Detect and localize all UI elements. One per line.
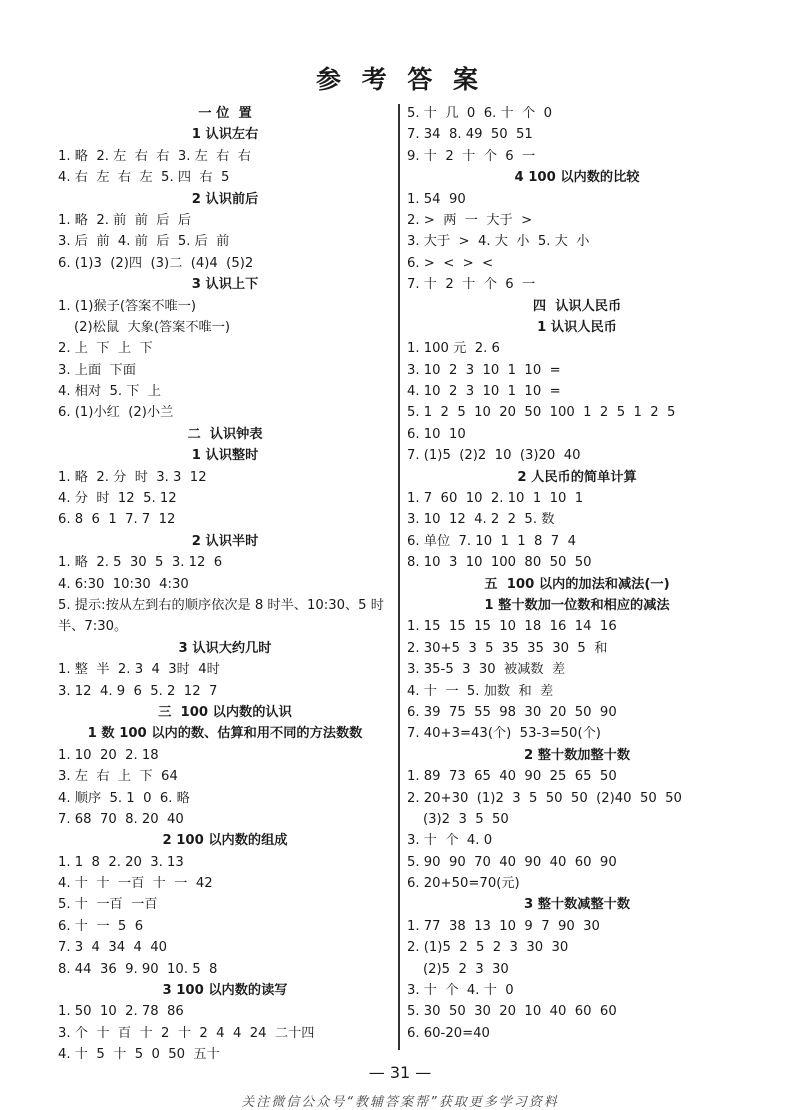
right-column: [407, 103, 747, 1044]
answer-line: 5. 提示:按从左到右的顺序依次是 8 时半、10:30、5 时半、7:30。: [58, 597, 384, 635]
section-heading: 3 认识上下: [191, 277, 259, 293]
answer-line: 6. 60-20=40: [407, 1025, 490, 1041]
answer-line: 1. 100 元 2. 6: [407, 341, 500, 357]
section-heading: 2 认识前后: [191, 191, 259, 207]
answer-line: 4. 10 2 3 10 1 10 =: [407, 384, 561, 400]
section-heading: 一 位 置: [198, 106, 252, 121]
answer-line: 7. 34 8. 49 50 51: [407, 127, 533, 143]
answer-line: 7. 68 70 8. 20 40: [58, 811, 184, 827]
answer-line: 1. 整 半 2. 3 4 3时 4时: [58, 662, 220, 678]
answer-line: 1. 15 15 15 10 18 16 14 16: [407, 619, 617, 635]
section-heading: 2 整十数加整十数: [523, 747, 631, 763]
answer-line: 4. 十 5 十 5 0 50 五十: [58, 1047, 220, 1063]
answer-line: 1. 77 38 13 10 9 7 90 30: [407, 918, 600, 934]
section-heading: 四 认识人民币: [532, 298, 622, 314]
answer-line: 2. 20+30 (1)2 3 5 50 50 (2)40 50 50: [407, 790, 682, 806]
answer-line: 3. 左 右 上 下 64: [58, 769, 178, 785]
answer-line-continued: (2)松鼠 大象(答案不唯一): [74, 319, 231, 335]
answer-line: 7. 十 2 十 个 6 一: [407, 277, 536, 293]
section-heading: 3 认识大约几时: [178, 640, 272, 656]
answer-line: 4. 十 十 一百 十 一 42: [58, 876, 213, 892]
page-number: — 31 —: [368, 1063, 432, 1082]
section-heading: 2 人民币的简单计算: [517, 469, 637, 485]
answer-line: 4. 分 时 12 5. 12: [58, 491, 177, 507]
section-heading: 4 100 以内数的比较: [514, 170, 640, 186]
answer-line: 3. 大于 > 4. 大 小 5. 大 小: [407, 234, 590, 250]
answer-line: 6. 39 75 55 98 30 20 50 90: [407, 704, 617, 720]
answer-line: 5. 十 几 0 6. 十 个 0: [407, 106, 552, 121]
answer-line: 2. 上 下 上 下: [58, 341, 153, 357]
answer-line: 6. (1)小红 (2)小兰: [58, 405, 174, 421]
answer-line: 3. 上面 下面: [58, 362, 136, 378]
answer-line: 4. 右 左 右 左 5. 四 右 5: [58, 170, 230, 186]
answer-line: 7. 3 4 34 4 40: [58, 940, 168, 956]
answer-line: 1. 1 8 2. 20 3. 13: [58, 854, 184, 870]
answer-line: 3. 12 4. 9 6 5. 2 12 7: [58, 683, 218, 699]
section-heading: 1 数 100 以内的数、估算和用不同的方法数数: [87, 726, 363, 742]
answer-line: 6. 20+50=70(元): [407, 876, 520, 892]
answer-line: 5. 十 一百 一百: [58, 897, 158, 913]
answer-line: 3. 10 2 3 10 1 10 =: [407, 362, 561, 378]
answer-line: 6. > < > <: [407, 255, 494, 271]
section-heading: 1 认识左右: [191, 127, 259, 143]
page-title: 参 考 答 案: [315, 65, 485, 94]
section-heading: 3 100 以内数的读写: [162, 983, 288, 999]
answer-line: 2. > 两 一 大于 >: [407, 212, 533, 228]
answer-line: 1. (1)猴子(答案不唯一): [58, 298, 197, 314]
answer-line: 1. 50 10 2. 78 86: [58, 1004, 184, 1020]
section-heading: 3 整十数减整十数: [523, 897, 631, 913]
answer-line: 1. 略 2. 分 时 3. 3 12: [58, 469, 207, 485]
answer-line: 3. 10 12 4. 2 2 5. 数: [407, 512, 555, 528]
answer-line: 2. (1)5 2 5 2 3 30 30: [407, 940, 569, 956]
answer-line-continued: (2)5 2 3 30: [423, 961, 509, 977]
section-heading: 2 认识半时: [191, 533, 259, 549]
answer-line: 5. 30 50 30 20 10 40 60 60: [407, 1004, 617, 1020]
section-heading: 二 认识钟表: [187, 426, 263, 442]
answer-line: 4. 十 一 5. 加数 和 差: [407, 683, 554, 699]
answer-line: 3. 十 个 4. 十 0: [407, 983, 514, 999]
section-heading: 五 100 以内的加法和减法(一): [484, 576, 670, 592]
section-heading: 三 100 以内数的认识: [158, 704, 292, 720]
answer-line: 8. 44 36 9. 90 10. 5 8: [58, 961, 218, 977]
answer-line: 6. 8 6 1 7. 7 12: [58, 512, 176, 528]
answer-line: 1. 略 2. 5 30 5 3. 12 6: [58, 555, 223, 571]
answer-line: 9. 十 2 十 个 6 一: [407, 148, 536, 164]
answer-line: 3. 个 十 百 十 2 十 2 4 4 24 二十四: [58, 1025, 315, 1041]
section-heading: 1 认识人民币: [537, 319, 617, 335]
answer-line: 8. 10 3 10 100 80 50 50: [407, 555, 592, 571]
left-column: [58, 103, 392, 1066]
answer-line: 4. 顺序 5. 1 0 6. 略: [58, 790, 190, 806]
answer-line: 3. 十 个 4. 0: [407, 833, 493, 849]
answer-line: 1. 略 2. 左 右 右 3. 左 右 右: [58, 148, 251, 164]
answer-line: 6. 十 一 5 6: [58, 918, 144, 934]
answer-line: 7. 40+3=43(个) 53-3=50(个): [407, 726, 601, 742]
section-heading: 1 整十数加一位数和相应的减法: [484, 597, 670, 613]
answer-line: 6. 10 10: [407, 426, 466, 442]
answer-line-continued: (3)2 3 5 50: [423, 811, 509, 827]
answer-line: 3. 35-5 3 30 被减数 差: [407, 662, 566, 678]
answer-line: 3. 后 前 4. 前 后 5. 后 前: [58, 234, 230, 250]
column-divider: [398, 104, 400, 1050]
answer-line: 1. 略 2. 前 前 后 后: [58, 212, 192, 228]
section-heading: 1 认识整时: [191, 448, 259, 464]
section-heading: 2 100 以内数的组成: [162, 833, 288, 849]
footer-watermark: 关注微信公众号“教辅答案帮”获取更多学习资料: [241, 1095, 559, 1110]
answer-line: 1. 89 73 65 40 90 25 65 50: [407, 769, 617, 785]
answer-line: 5. 1 2 5 10 20 50 100 1 2 5 1 2 5: [407, 405, 676, 421]
answer-line: 6. (1)3 (2)四 (3)二 (4)4 (5)2: [58, 255, 254, 271]
answer-line: 2. 30+5 3 5 35 35 30 5 和: [407, 640, 608, 656]
answer-line: 6. 单位 7. 10 1 1 8 7 4: [407, 533, 576, 549]
answer-line: 1. 54 90: [407, 191, 466, 207]
answer-line: 7. (1)5 (2)2 10 (3)20 40: [407, 448, 581, 464]
answer-line: 4. 6:30 10:30 4:30: [58, 576, 189, 592]
answer-line: 1. 7 60 10 2. 10 1 10 1: [407, 491, 584, 507]
answer-line: 1. 10 20 2. 18: [58, 747, 159, 763]
answer-line: 5. 90 90 70 40 90 40 60 90: [407, 854, 617, 870]
answer-line: 4. 相对 5. 下 上: [58, 384, 162, 400]
